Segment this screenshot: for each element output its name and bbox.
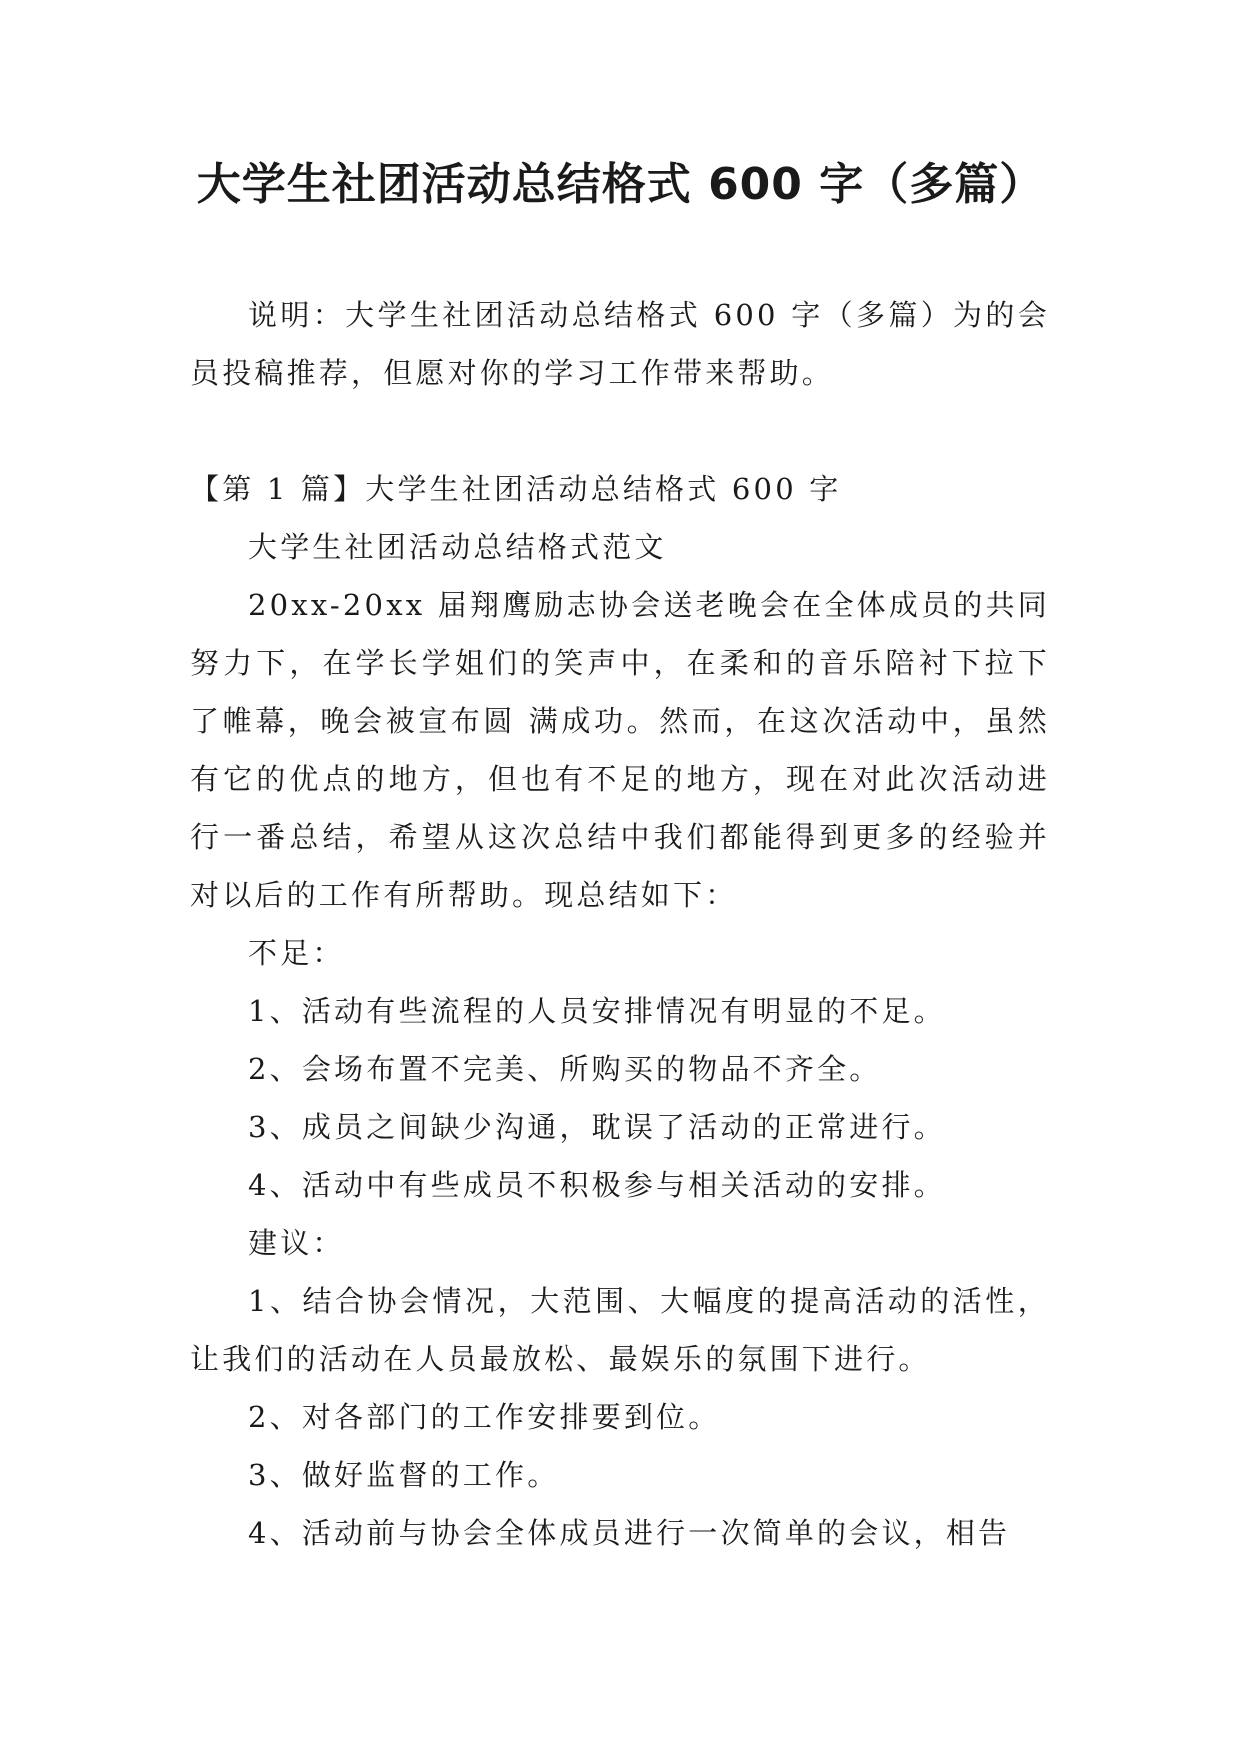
section-paragraph: 20xx-20xx 届翔鹰励志协会送老晚会在全体成员的共同努力下，在学长学姐们的笑声中，在柔和的音乐陪衬下拉下了帷幕，晚会被宣布圆 满成功。然而，在这次活动中，虽然有它的优点的地方，但也有不足的地方，现在对此次活动进行一番总结，希望从这次总结中我们都能得到更多的经验并对以后的工作有所帮助。现总结如下： (190, 588, 1050, 912)
suggestions-label: 建议： (248, 1226, 345, 1260)
suggestion-item: 3、做好监督的工作。 (248, 1458, 560, 1492)
shortcomings-label: 不足： (248, 936, 345, 970)
suggestion-item: 2、对各部门的工作安排要到位。 (248, 1400, 721, 1434)
section-1 (190, 460, 1050, 1562)
shortcoming-item: 4、活动中有些成员不积极参与相关活动的安排。 (248, 1168, 946, 1202)
suggestion-item: 1、结合协会情况，大范围、大幅度的提高活动的活性，让我们的活动在人员最放松、最娱乐的氛围下进行。 (190, 1284, 1050, 1376)
intro-paragraph: 说明：大学生社团活动总结格式 600 字（多篇）为的会员投稿推荐，但愿对你的学习工作带来帮助。 (190, 298, 1050, 390)
shortcoming-item: 1、活动有些流程的人员安排情况有明显的不足。 (248, 994, 946, 1028)
intro-block (190, 286, 1050, 402)
section-heading: 【第 1 篇】大学生社团活动总结格式 600 字 (190, 472, 842, 506)
shortcoming-item: 3、成员之间缺少沟通，耽误了活动的正常进行。 (248, 1110, 946, 1144)
shortcoming-item: 2、会场布置不完美、所购买的物品不齐全。 (248, 1052, 882, 1086)
document-title: 大学生社团活动总结格式 600 字（多篇） (196, 159, 1045, 210)
section-subheading: 大学生社团活动总结格式范文 (248, 530, 667, 564)
suggestion-item: 4、活动前与协会全体成员进行一次简单的会议，相告 (248, 1516, 1011, 1550)
